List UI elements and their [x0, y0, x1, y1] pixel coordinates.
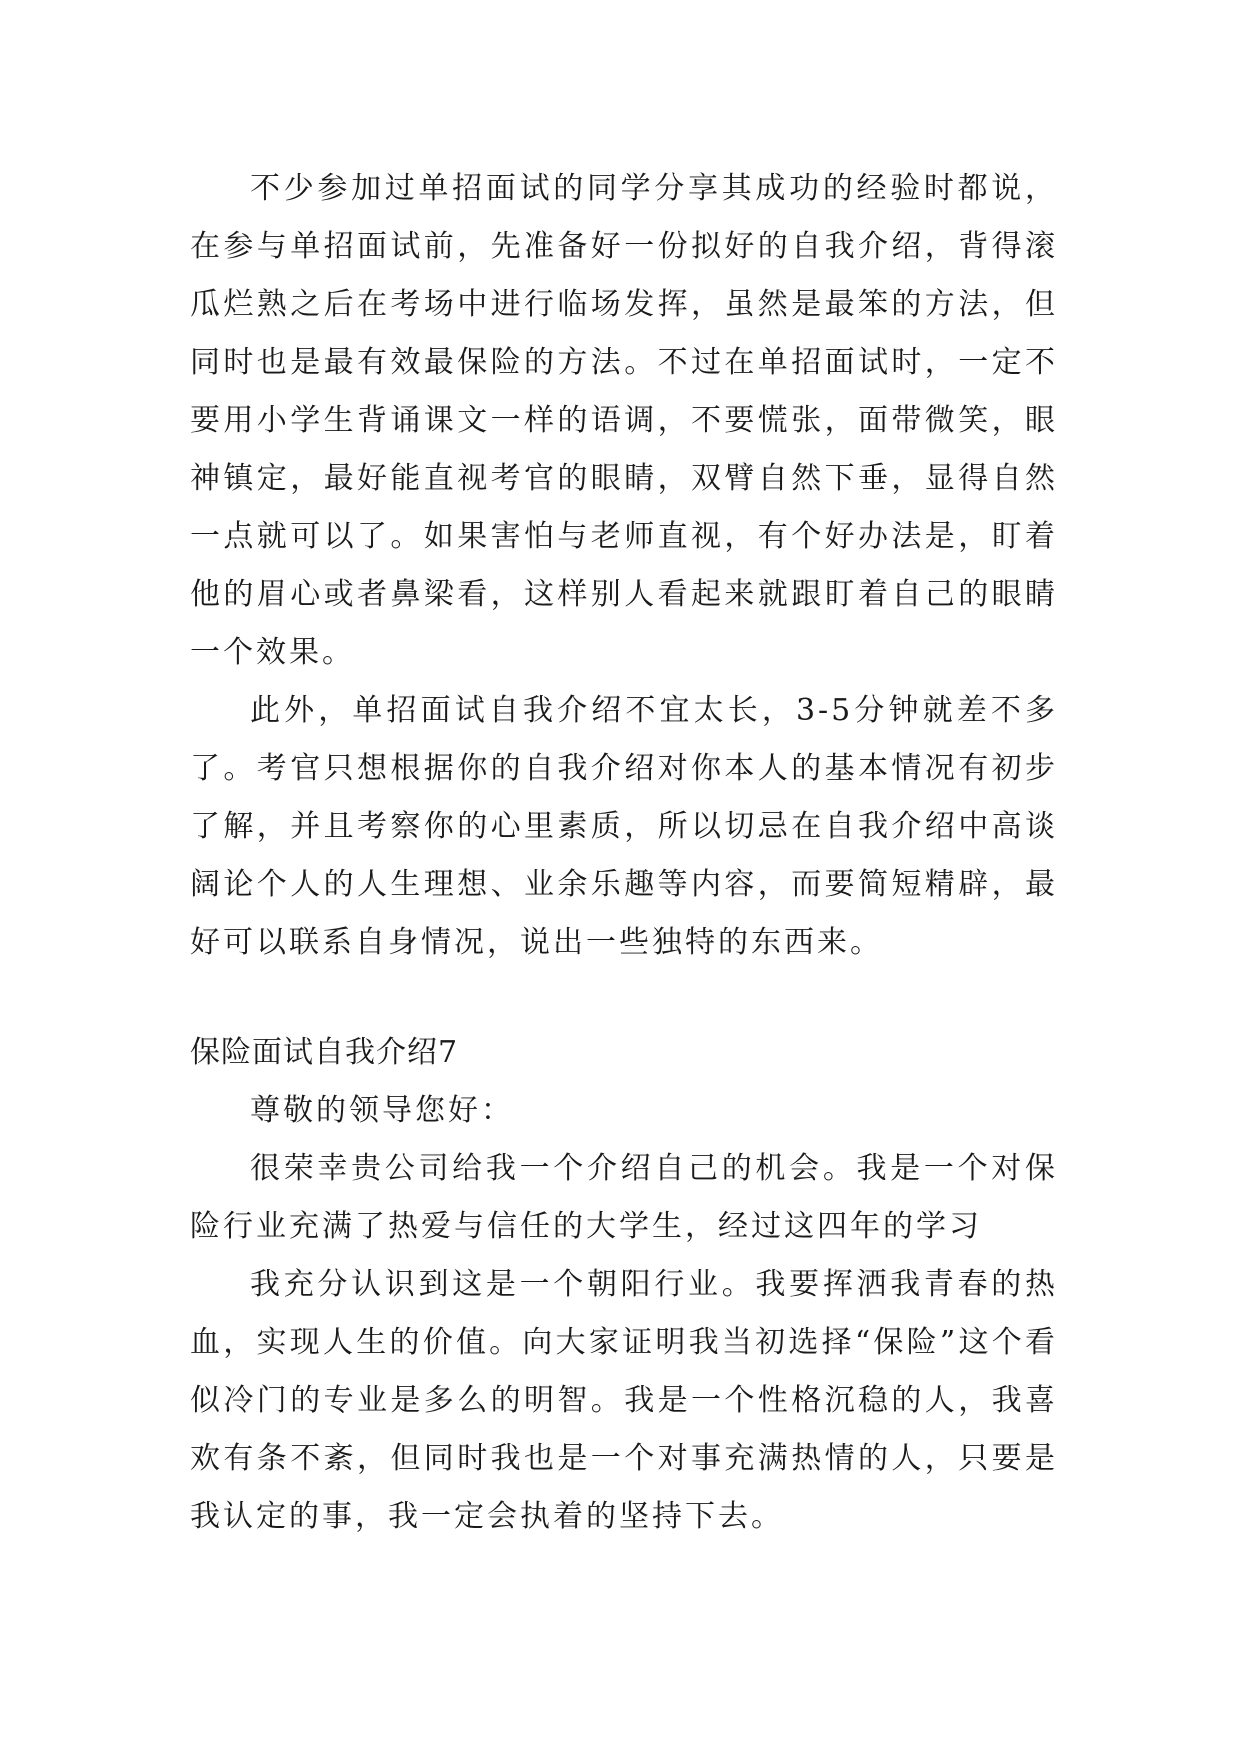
salutation: 尊敬的领导您好： — [250, 1093, 514, 1128]
paragraph: 我充分认识到这是一个朝阳行业。我要挥洒我青春的热血，实现人生的价值。向大家证明我当初选择“保险”这个看似冷门的专业是多么的明智。我是一个性格沉稳的人，我喜欢有条不紊，但同时我也是一个对事充满热情的人，只要是我认定的事，我一定会执着的坚持下去。 — [190, 1267, 1058, 1534]
paragraph: 此外，单招面试自我介绍不宜太长，3-5分钟就差不多了。考官只想根据你的自我介绍对你本人的基本情况有初步了解，并且考察你的心里素质，所以切忌在自我介绍中高谈阔论个人的人生理想、业余乐趣等内容，而要简短精辟，最好可以联系自身情况，说出一些独特的东西来。 — [190, 693, 1058, 960]
section-heading: 保险面试自我介绍7 — [190, 1035, 459, 1070]
paragraph: 很荣幸贵公司给我一个介绍自己的机会。我是一个对保险行业充满了热爱与信任的大学生，经过这四年的学习 — [190, 1151, 1058, 1244]
paragraph: 不少参加过单招面试的同学分享其成功的经验时都说，在参与单招面试前，先准备好一份拟好的自我介绍，背得滚瓜烂熟之后在考场中进行临场发挥，虽然是最笨的方法，但同时也是最有效最保险的方法。不过在单招面试时，一定不要用小学生背诵课文一样的语调，不要慌张，面带微笑，眼神镇定，最好能直视考官的眼睛，双臂自然下垂，显得自然一点就可以了。如果害怕与老师直视，有个好办法是，盯着他的眉心或者鼻梁看，这样别人看起来就跟盯着自己的眼睛一个效果。 — [190, 171, 1058, 670]
document-page — [190, 160, 1058, 1546]
